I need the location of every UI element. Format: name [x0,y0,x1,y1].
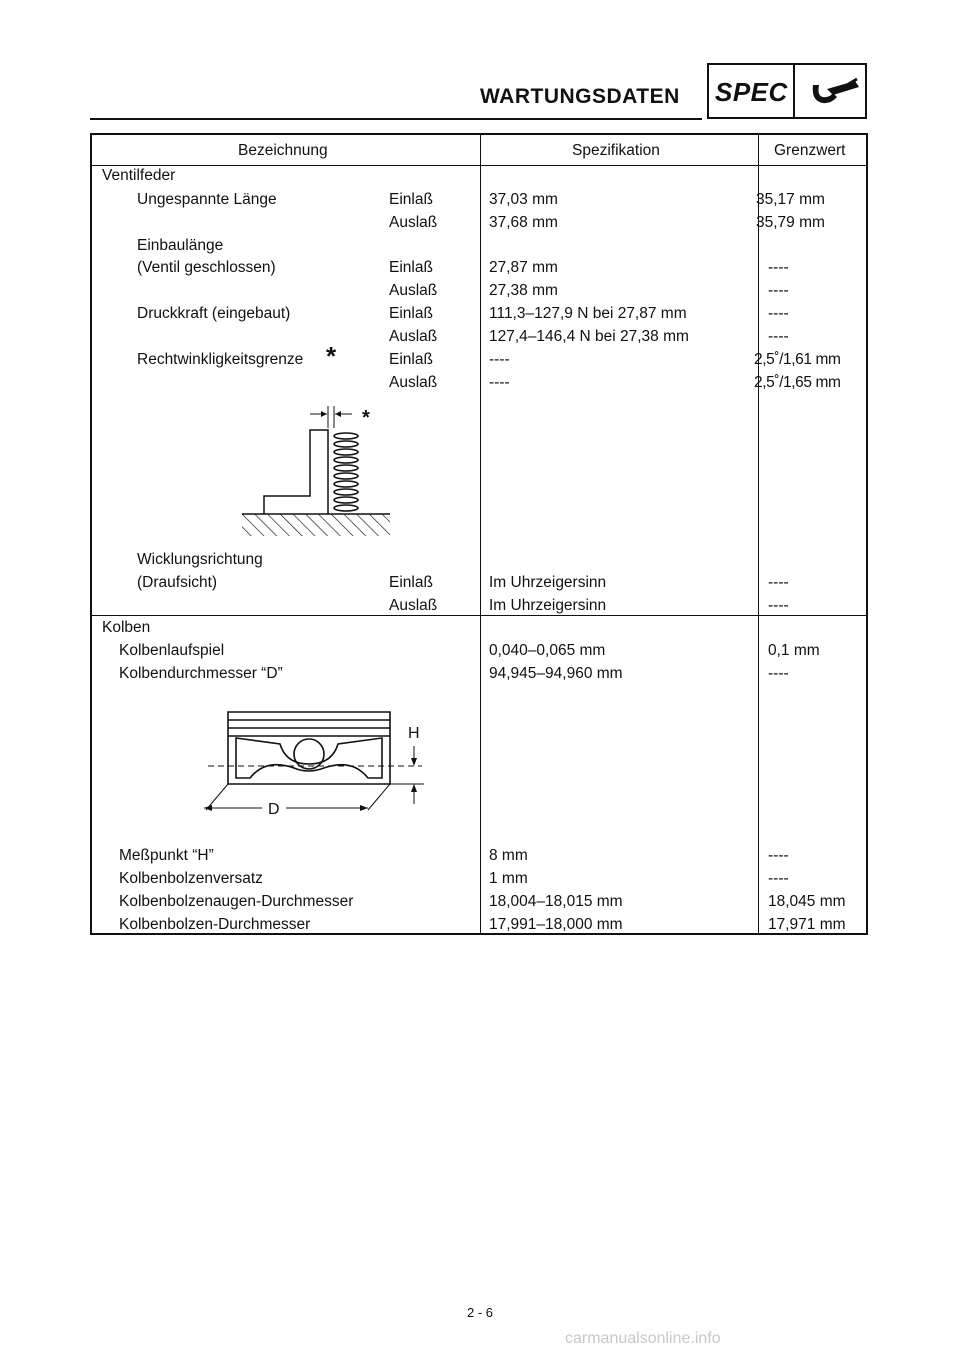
row-label: Meßpunkt “H” [119,847,214,864]
section-rule [92,615,866,616]
spec-value: 127,4–146,4 N bei 27,38 mm [489,328,689,345]
limit-value: ---- [768,665,789,682]
row-label: Rechtwinkligkeitsgrenze [137,351,304,368]
title-rule [90,118,702,120]
spec-value: 94,945–94,960 mm [489,665,623,682]
spec-value: 0,040–0,065 mm [489,642,606,659]
feeler-gauge-icon [807,73,863,113]
row-label: (Draufsicht) [137,574,218,591]
spec-value: 27,38 mm [489,282,558,299]
spec-value: 37,68 mm [489,214,558,231]
column-header-name: Bezeichnung [238,142,328,159]
limit-value: 2,5˚/1,61 mm [754,351,841,368]
label-h: H [408,725,420,742]
spec-value: Im Uhrzeigersinn [489,574,607,591]
spec-value: ---- [489,374,510,391]
spec-value: ---- [489,351,510,368]
spec-table [90,133,868,935]
row-sublabel: Einlaß [389,259,433,276]
svg-text:*: * [362,407,370,429]
spec-value: 17,991–18,000 mm [489,916,623,933]
row-sublabel: Auslaß [389,374,438,391]
row-label: Wicklungsrichtung [137,551,263,568]
limit-value: 35,79 mm [756,214,825,231]
row-label: Kolbenbolzen-Durchmesser [119,916,311,933]
page-title: WARTUNGSDATEN [480,85,680,108]
row-label: Druckkraft (eingebaut) [137,305,291,322]
column-header-spec: Spezifikation [572,142,660,159]
spec-value: 27,87 mm [489,259,558,276]
row-sublabel: Einlaß [389,191,433,208]
section-heading: Ventilfeder [102,167,176,184]
limit-value: 17,971 mm [768,916,846,933]
limit-value: 35,17 mm [756,191,825,208]
row-sublabel: Auslaß [389,282,438,299]
section-heading: Kolben [102,619,151,636]
row-sublabel: Einlaß [389,574,433,591]
column-header-limit: Grenzwert [774,142,846,159]
limit-value: 0,1 mm [768,642,820,659]
row-label: Kolbenlaufspiel [119,642,225,659]
spec-value: 1 mm [489,870,528,887]
spec-value: 8 mm [489,847,528,864]
label-d: D [268,801,280,818]
limit-value: ---- [768,328,789,345]
limit-value: ---- [768,282,789,299]
limit-value: ---- [768,847,789,864]
limit-value: ---- [768,597,789,614]
page-number: 2 - 6 [466,1305,493,1320]
row-sublabel: Auslaß [389,328,438,345]
row-label: Kolbenbolzenaugen-Durchmesser [119,893,354,910]
spec-value: Im Uhrzeigersinn [489,597,607,614]
row-label: Einbaulänge [137,237,224,254]
limit-value: ---- [768,574,789,591]
limit-value: ---- [768,259,789,276]
spec-value: 111,3–127,9 N bei 27,87 mm [489,305,687,322]
row-sublabel: Auslaß [389,597,438,614]
limit-value: ---- [768,870,789,887]
asterisk-marker: * [326,341,337,371]
spec-value: 18,004–18,015 mm [489,893,623,910]
valve-spring-tilt-figure [242,400,392,540]
row-label: Kolbenbolzenversatz [119,870,263,887]
column-divider [758,135,759,933]
spec-value: 37,03 mm [489,191,558,208]
row-label: Ungespannte Länge [137,191,277,208]
row-sublabel: Einlaß [389,351,433,368]
header-rule [92,165,866,166]
row-sublabel: Auslaß [389,214,438,231]
piston-figure [202,698,432,833]
limit-value: ---- [768,305,789,322]
limit-value: 18,045 mm [768,893,846,910]
limit-value: 2,5˚/1,65 mm [754,374,841,391]
column-divider [480,135,481,933]
spec-badge [707,63,867,119]
row-label: (Ventil geschlossen) [137,259,276,276]
spec-divider [793,65,795,117]
row-sublabel: Einlaß [389,305,433,322]
row-label: Kolbendurchmesser “D” [119,665,283,682]
spec-label: SPEC [715,77,788,107]
watermark: carmanualsonline.info [565,1330,721,1347]
